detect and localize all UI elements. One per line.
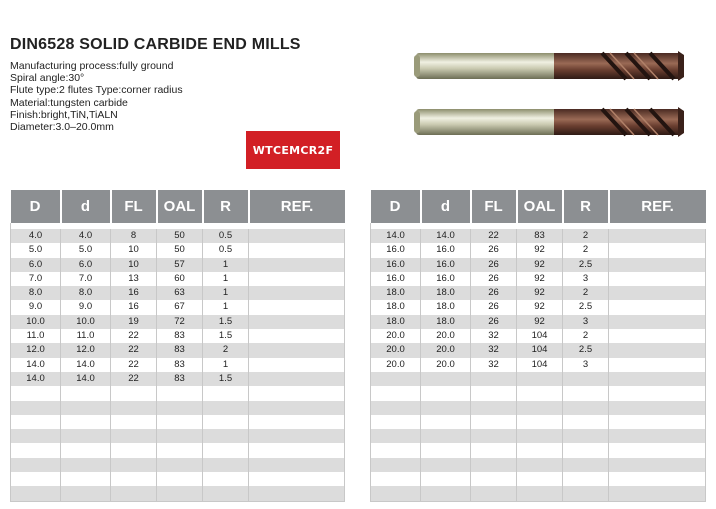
table-cell xyxy=(371,458,421,472)
table-cell xyxy=(11,472,61,486)
table-cell: 22 xyxy=(111,372,157,386)
table-cell: 5.0 xyxy=(61,243,111,257)
table-cell xyxy=(203,401,249,415)
table-cell xyxy=(111,429,157,443)
table-cell xyxy=(249,372,345,386)
table-row xyxy=(11,472,345,486)
table-row xyxy=(371,443,706,457)
table-cell xyxy=(249,486,345,501)
table-cell xyxy=(471,372,517,386)
table-row xyxy=(371,272,706,286)
table-cell xyxy=(421,372,471,386)
table-cell xyxy=(609,401,706,415)
table-cell xyxy=(471,415,517,429)
table-cell xyxy=(609,286,706,300)
table-cell xyxy=(471,443,517,457)
table-cell: 9.0 xyxy=(11,300,61,314)
table-cell xyxy=(249,243,345,257)
table-cell: 18.0 xyxy=(421,315,471,329)
col-header-FL: FL xyxy=(111,190,157,223)
table-cell: 57 xyxy=(157,258,203,272)
table-cell xyxy=(471,429,517,443)
table-cell xyxy=(471,472,517,486)
table-cell xyxy=(517,429,563,443)
table-cell: 22 xyxy=(111,329,157,343)
table-cell xyxy=(249,358,345,372)
table-row xyxy=(11,415,345,429)
table-cell xyxy=(157,401,203,415)
table-cell xyxy=(421,401,471,415)
table-cell xyxy=(517,472,563,486)
table-row xyxy=(371,243,706,257)
table-cell xyxy=(563,458,609,472)
table-row xyxy=(11,372,345,386)
table-cell: 3 xyxy=(563,358,609,372)
table-row xyxy=(11,386,345,400)
table-cell: 14.0 xyxy=(61,358,111,372)
table-row xyxy=(371,358,706,372)
table-cell: 50 xyxy=(157,243,203,257)
table-cell xyxy=(249,415,345,429)
table-cell xyxy=(111,486,157,501)
col-header-REF: REF. xyxy=(609,190,706,223)
spec-list xyxy=(10,60,183,133)
table-row xyxy=(11,358,345,372)
table-cell: 92 xyxy=(517,272,563,286)
table-cell xyxy=(421,415,471,429)
table-cell xyxy=(111,458,157,472)
table-row xyxy=(371,401,706,415)
col-header-FL: FL xyxy=(471,190,517,223)
table-cell: 26 xyxy=(471,300,517,314)
table-cell xyxy=(249,329,345,343)
spec-diameter: Diameter:3.0–20.0mm xyxy=(10,120,114,133)
table-cell: 20.0 xyxy=(371,343,421,357)
table-cell: 67 xyxy=(157,300,203,314)
table-cell: 2 xyxy=(203,343,249,357)
table-row xyxy=(371,372,706,386)
table-cell xyxy=(371,472,421,486)
table-row xyxy=(11,458,345,472)
table-row xyxy=(11,272,345,286)
table-cell xyxy=(609,429,706,443)
table-cell: 8.0 xyxy=(11,286,61,300)
table-cell xyxy=(517,415,563,429)
table-cell: 83 xyxy=(517,229,563,243)
table-cell: 16.0 xyxy=(371,272,421,286)
table-cell: 14.0 xyxy=(371,229,421,243)
table-cell: 1.5 xyxy=(203,315,249,329)
spec-table-left xyxy=(10,190,345,502)
table-cell: 2 xyxy=(563,329,609,343)
table-cell xyxy=(517,443,563,457)
table-cell: 0.5 xyxy=(203,243,249,257)
table-cell xyxy=(61,443,111,457)
col-header-REF: REF. xyxy=(249,190,345,223)
table-cell xyxy=(203,486,249,501)
col-header-d: d xyxy=(61,190,111,223)
table-row xyxy=(11,315,345,329)
table-row xyxy=(11,401,345,415)
table-cell: 2 xyxy=(563,243,609,257)
table-cell: 1 xyxy=(203,272,249,286)
table-row xyxy=(11,486,345,501)
table-cell: 20.0 xyxy=(371,358,421,372)
table-cell: 1 xyxy=(203,358,249,372)
end-mill-image-top xyxy=(412,46,688,86)
table-cell: 18.0 xyxy=(371,315,421,329)
table-row xyxy=(371,229,706,243)
table-cell: 14.0 xyxy=(11,358,61,372)
table-cell xyxy=(471,386,517,400)
table-cell xyxy=(249,429,345,443)
table-row xyxy=(371,343,706,357)
table-cell xyxy=(371,486,421,501)
table-cell: 92 xyxy=(517,243,563,257)
table-cell: 26 xyxy=(471,286,517,300)
col-header-OAL: OAL xyxy=(517,190,563,223)
spec-finish: Finish:bright,TiN,TiALN xyxy=(10,108,118,121)
table-cell: 16.0 xyxy=(371,243,421,257)
table-cell xyxy=(61,472,111,486)
table-cell xyxy=(563,472,609,486)
table-cell: 11.0 xyxy=(11,329,61,343)
col-header-D: D xyxy=(11,190,61,223)
table-cell xyxy=(609,315,706,329)
spec-process: Manufacturing process:fully ground xyxy=(10,60,174,72)
product-code-badge: WTCEMCR2F xyxy=(246,131,340,169)
table-row xyxy=(11,243,345,257)
table-cell xyxy=(563,386,609,400)
table-cell xyxy=(471,401,517,415)
table-row xyxy=(371,258,706,272)
table-cell: 3 xyxy=(563,315,609,329)
table-cell: 10 xyxy=(111,243,157,257)
table-cell xyxy=(249,272,345,286)
col-header-d: d xyxy=(421,190,471,223)
table-cell xyxy=(609,343,706,357)
table-cell: 2.5 xyxy=(563,258,609,272)
table-cell: 1 xyxy=(203,258,249,272)
table-cell xyxy=(111,401,157,415)
table-row xyxy=(371,486,706,501)
table-cell xyxy=(421,486,471,501)
table-cell xyxy=(249,315,345,329)
table-cell xyxy=(249,258,345,272)
table-cell: 20.0 xyxy=(421,343,471,357)
table-cell: 22 xyxy=(111,343,157,357)
table-cell: 14.0 xyxy=(11,372,61,386)
table-cell: 26 xyxy=(471,258,517,272)
table-cell xyxy=(249,443,345,457)
table-cell xyxy=(421,443,471,457)
table-cell xyxy=(371,443,421,457)
table-cell: 20.0 xyxy=(421,358,471,372)
table-row xyxy=(11,343,345,357)
table-cell: 10 xyxy=(111,258,157,272)
table-cell xyxy=(157,429,203,443)
table-cell xyxy=(421,386,471,400)
table-cell xyxy=(11,415,61,429)
table-cell xyxy=(563,401,609,415)
table-cell: 26 xyxy=(471,243,517,257)
table-cell xyxy=(563,415,609,429)
table-cell: 83 xyxy=(157,329,203,343)
table-cell xyxy=(111,443,157,457)
table-cell: 1.5 xyxy=(203,329,249,343)
table-cell: 10.0 xyxy=(11,315,61,329)
table-cell: 10.0 xyxy=(61,315,111,329)
table-cell: 92 xyxy=(517,286,563,300)
table-row xyxy=(11,329,345,343)
table-cell xyxy=(249,343,345,357)
col-header-D: D xyxy=(371,190,421,223)
table-cell xyxy=(203,415,249,429)
table-cell: 83 xyxy=(157,343,203,357)
table-cell xyxy=(517,386,563,400)
table-cell: 92 xyxy=(517,258,563,272)
table-cell: 14.0 xyxy=(421,229,471,243)
table-cell: 72 xyxy=(157,315,203,329)
table-row xyxy=(11,229,345,243)
col-header-R: R xyxy=(563,190,609,223)
table-cell: 16.0 xyxy=(421,243,471,257)
table-cell xyxy=(249,300,345,314)
table-cell: 18.0 xyxy=(371,286,421,300)
table-cell: 16.0 xyxy=(371,258,421,272)
table-cell xyxy=(609,272,706,286)
table-cell: 9.0 xyxy=(61,300,111,314)
table-cell xyxy=(11,486,61,501)
table-cell xyxy=(471,486,517,501)
table-cell: 22 xyxy=(111,358,157,372)
table-cell xyxy=(11,401,61,415)
table-cell xyxy=(609,300,706,314)
table-cell: 1 xyxy=(203,300,249,314)
table-cell xyxy=(157,415,203,429)
table-row xyxy=(371,429,706,443)
table-cell: 2 xyxy=(563,286,609,300)
table-cell: 32 xyxy=(471,329,517,343)
table-row xyxy=(371,329,706,343)
table-cell: 6.0 xyxy=(61,258,111,272)
table-row xyxy=(11,258,345,272)
table-cell xyxy=(249,286,345,300)
spec-material: Material:tungsten carbide xyxy=(10,96,128,109)
table-row xyxy=(371,286,706,300)
table-cell xyxy=(203,443,249,457)
table-cell: 1 xyxy=(203,286,249,300)
table-cell xyxy=(371,386,421,400)
end-mill-image-bottom xyxy=(412,102,688,142)
table-cell: 20.0 xyxy=(371,329,421,343)
table-cell xyxy=(61,386,111,400)
table-cell xyxy=(111,386,157,400)
table-row xyxy=(11,443,345,457)
table-cell xyxy=(609,243,706,257)
table-cell xyxy=(249,458,345,472)
table-cell xyxy=(203,386,249,400)
table-cell: 18.0 xyxy=(371,300,421,314)
table-cell: 2.5 xyxy=(563,343,609,357)
table-row xyxy=(371,472,706,486)
table-cell: 12.0 xyxy=(11,343,61,357)
table-cell: 32 xyxy=(471,358,517,372)
table-cell: 16 xyxy=(111,300,157,314)
table-cell: 13 xyxy=(111,272,157,286)
table-cell xyxy=(517,401,563,415)
table-cell xyxy=(111,415,157,429)
table-cell: 19 xyxy=(111,315,157,329)
table-row xyxy=(371,415,706,429)
table-row xyxy=(371,458,706,472)
table-cell xyxy=(11,429,61,443)
table-cell xyxy=(157,443,203,457)
table-cell xyxy=(371,429,421,443)
table-cell xyxy=(609,472,706,486)
table-cell: 20.0 xyxy=(421,329,471,343)
table-cell xyxy=(609,372,706,386)
spec-table-right xyxy=(370,190,706,502)
table-cell: 83 xyxy=(157,372,203,386)
table-cell: 2 xyxy=(563,229,609,243)
table-cell: 7.0 xyxy=(11,272,61,286)
col-header-R: R xyxy=(203,190,249,223)
table-cell xyxy=(609,229,706,243)
table-cell: 92 xyxy=(517,300,563,314)
table-cell xyxy=(609,486,706,501)
table-cell: 16.0 xyxy=(421,272,471,286)
table-cell: 83 xyxy=(157,358,203,372)
table-cell xyxy=(563,372,609,386)
table-row xyxy=(11,286,345,300)
table-cell: 50 xyxy=(157,229,203,243)
table-cell: 32 xyxy=(471,343,517,357)
table-cell xyxy=(249,401,345,415)
table-row xyxy=(11,300,345,314)
table-cell: 26 xyxy=(471,272,517,286)
table-cell xyxy=(371,372,421,386)
table-cell xyxy=(421,429,471,443)
table-cell: 60 xyxy=(157,272,203,286)
table-cell: 7.0 xyxy=(61,272,111,286)
table-cell: 16.0 xyxy=(421,258,471,272)
table-cell: 104 xyxy=(517,358,563,372)
table-cell: 1.5 xyxy=(203,372,249,386)
table-cell xyxy=(609,329,706,343)
table-cell xyxy=(517,458,563,472)
table-cell xyxy=(609,415,706,429)
table-cell: 2.5 xyxy=(563,300,609,314)
table-cell: 22 xyxy=(471,229,517,243)
table-cell xyxy=(203,472,249,486)
table-cell: 8 xyxy=(111,229,157,243)
table-cell: 4.0 xyxy=(11,229,61,243)
col-header-OAL: OAL xyxy=(157,190,203,223)
table-cell xyxy=(421,472,471,486)
table-cell xyxy=(609,458,706,472)
table-row xyxy=(371,300,706,314)
table-cell: 14.0 xyxy=(61,372,111,386)
table-cell xyxy=(249,472,345,486)
table-cell xyxy=(157,472,203,486)
table-cell xyxy=(609,386,706,400)
table-cell xyxy=(609,358,706,372)
table-cell xyxy=(61,415,111,429)
table-cell xyxy=(157,386,203,400)
table-cell: 92 xyxy=(517,315,563,329)
table-cell: 8.0 xyxy=(61,286,111,300)
table-cell: 104 xyxy=(517,329,563,343)
table-cell xyxy=(609,443,706,457)
table-cell xyxy=(203,429,249,443)
table-cell xyxy=(11,458,61,472)
table-cell xyxy=(517,372,563,386)
table-cell xyxy=(111,472,157,486)
page-title: DIN6528 SOLID CARBIDE END MILLS xyxy=(10,36,301,53)
table-cell xyxy=(249,229,345,243)
table-cell xyxy=(421,458,471,472)
table-cell: 5.0 xyxy=(11,243,61,257)
table-row xyxy=(11,429,345,443)
table-cell xyxy=(11,443,61,457)
table-cell xyxy=(61,401,111,415)
table-cell xyxy=(371,401,421,415)
table-cell: 4.0 xyxy=(61,229,111,243)
table-row xyxy=(371,386,706,400)
table-cell: 0.5 xyxy=(203,229,249,243)
table-cell: 104 xyxy=(517,343,563,357)
table-cell: 3 xyxy=(563,272,609,286)
table-cell: 18.0 xyxy=(421,286,471,300)
spec-flute-type: Flute type:2 flutes Type:corner radius xyxy=(10,84,183,97)
table-cell: 63 xyxy=(157,286,203,300)
table-cell: 11.0 xyxy=(61,329,111,343)
table-cell xyxy=(11,386,61,400)
table-cell xyxy=(157,458,203,472)
table-cell xyxy=(563,486,609,501)
table-cell xyxy=(61,486,111,501)
table-cell xyxy=(61,429,111,443)
table-cell xyxy=(471,458,517,472)
table-row xyxy=(371,315,706,329)
table-cell xyxy=(61,458,111,472)
table-cell xyxy=(517,486,563,501)
table-cell: 26 xyxy=(471,315,517,329)
table-cell xyxy=(563,443,609,457)
table-cell: 18.0 xyxy=(421,300,471,314)
table-cell xyxy=(563,429,609,443)
table-cell xyxy=(203,458,249,472)
table-cell: 16 xyxy=(111,286,157,300)
table-cell xyxy=(609,258,706,272)
table-cell: 6.0 xyxy=(11,258,61,272)
table-cell xyxy=(157,486,203,501)
table-cell xyxy=(249,386,345,400)
table-cell xyxy=(371,415,421,429)
table-cell: 12.0 xyxy=(61,343,111,357)
spec-spiral-angle: Spiral angle:30° xyxy=(10,72,85,85)
